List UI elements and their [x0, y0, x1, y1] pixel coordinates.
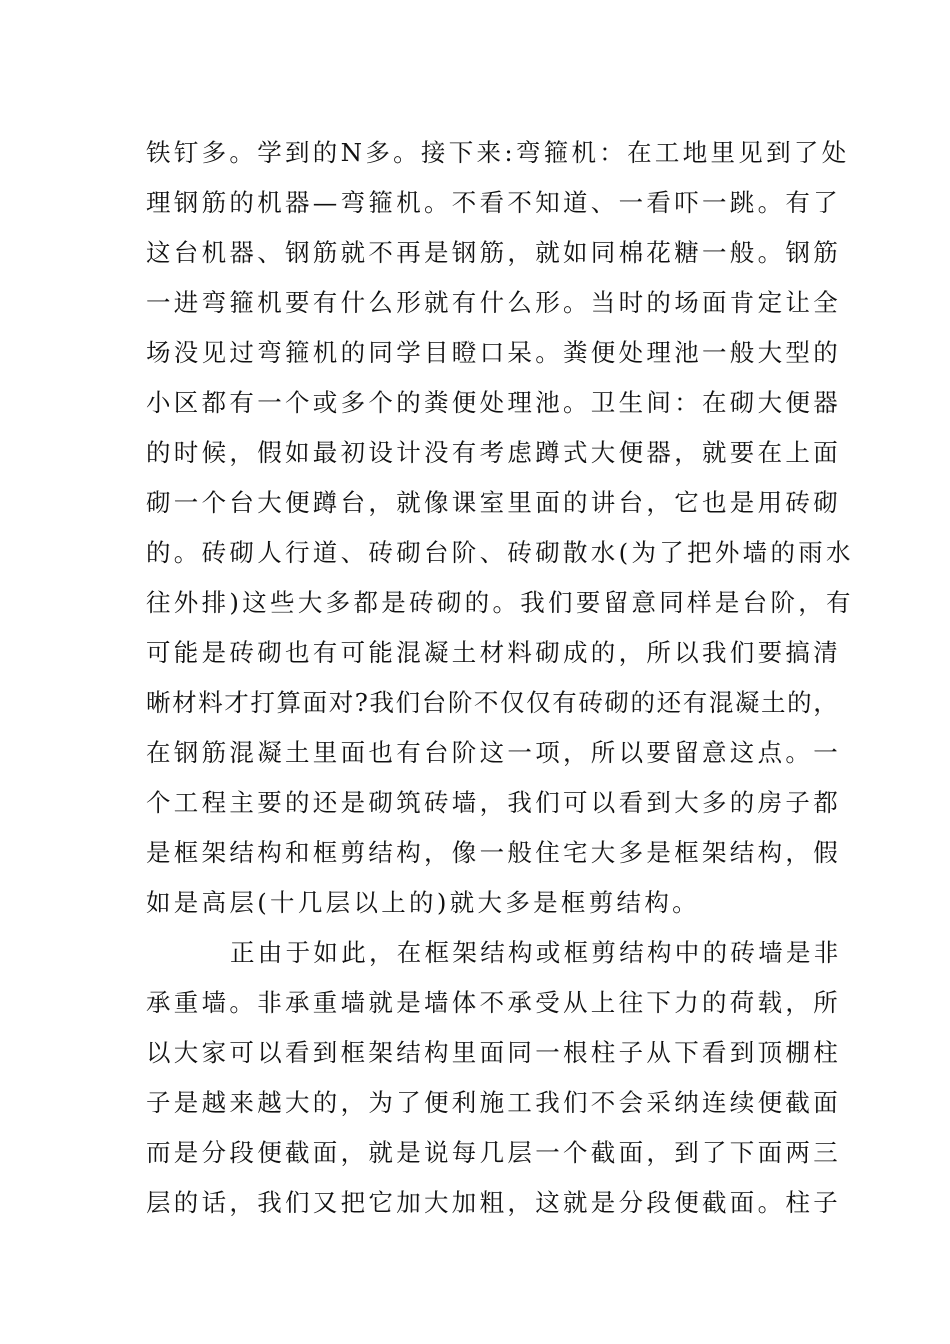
text-line: 而是分段便截面，就是说每几层一个截面，到了下面两三 — [146, 1138, 841, 1167]
text-line: 子是越来越大的，为了便利施工我们不会采纳连续便截面 — [146, 1088, 841, 1117]
text-line: 在钢筋混凝土里面也有台阶这一项，所以要留意这点。一 — [146, 738, 841, 767]
text-line: 往外排)这些大多都是砖砌的。我们要留意同样是台阶，有 — [146, 588, 854, 617]
text-line: 的时候，假如最初设计没有考虑蹲式大便器，就要在上面 — [146, 438, 841, 467]
text-line: 铁钉多。学到的N多。接下来:弯箍机：在工地里见到了处 — [146, 138, 850, 167]
text-line: 是框架结构和框剪结构，像一般住宅大多是框架结构，假 — [146, 838, 841, 867]
text-line: 以大家可以看到框架结构里面同一根柱子从下看到顶棚柱 — [146, 1038, 841, 1067]
body-text — [146, 128, 854, 1228]
text-line: 可能是砖砌也有可能混凝土材料砌成的，所以我们要搞清 — [146, 638, 841, 667]
text-line: 层的话，我们又把它加大加粗，这就是分段便截面。柱子 — [146, 1188, 841, 1217]
text-line: 场没见过弯箍机的同学目瞪口呆。粪便处理池一般大型的 — [146, 338, 841, 367]
text-line: 如是高层(十几层以上的)就大多是框剪结构。 — [146, 888, 700, 917]
text-line: 承重墙。非承重墙就是墙体不承受从上往下力的荷载，所 — [146, 988, 841, 1017]
text-line: 理钢筋的机器—弯箍机。不看不知道、一看吓一跳。有了 — [146, 188, 841, 217]
text-line: 小区都有一个或多个的粪便处理池。卫生间：在砌大便器 — [146, 388, 841, 417]
text-line: 晰材料才打算面对?我们台阶不仅仅有砖砌的还有混凝土的， — [146, 688, 840, 717]
text-line: 一进弯箍机要有什么形就有什么形。当时的场面肯定让全 — [146, 288, 841, 317]
text-line: 砌一个台大便蹲台，就像课室里面的讲台，它也是用砖砌 — [146, 488, 841, 517]
text-line: 个工程主要的还是砌筑砖墙，我们可以看到大多的房子都 — [146, 788, 841, 817]
paragraph-first-line: 正由于如此，在框架结构或框剪结构中的砖墙是非 — [230, 938, 842, 967]
text-line: 这台机器、钢筋就不再是钢筋，就如同棉花糖一般。钢筋 — [146, 238, 841, 267]
text-line: 的。砖砌人行道、砖砌台阶、砖砌散水(为了把外墙的雨水 — [146, 538, 854, 567]
